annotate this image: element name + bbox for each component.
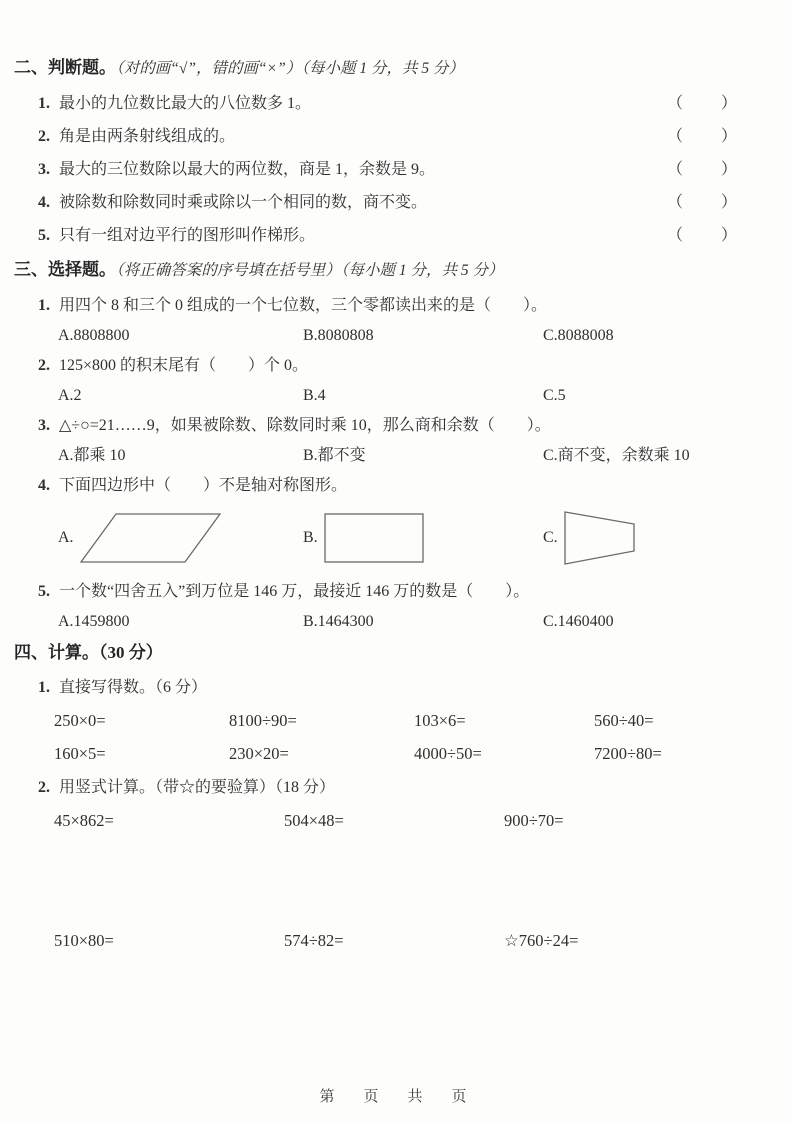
options-row (58, 385, 739, 407)
choice-question-1 (38, 295, 739, 347)
vertical-calc-row-1 (54, 810, 739, 832)
question-text: 被除数和除数同时乘或除以一个相同的数，商不变。 (59, 194, 428, 211)
choice-question-2 (38, 355, 739, 407)
question-number: 2. (38, 779, 50, 796)
question-number: 4. (38, 194, 50, 211)
expression: 574÷82= (284, 931, 344, 950)
option-c: C.1460400 (543, 613, 614, 630)
question-number: 1. (38, 95, 50, 112)
question-text: 一个数“四舍五入”到万位是 146 万，最接近 146 万的数是（ ）。 (59, 583, 530, 600)
question-number: 5. (38, 227, 50, 244)
rectangle-shape (324, 513, 424, 563)
expression: 560÷40= (594, 711, 654, 730)
question-number: 3. (38, 417, 50, 434)
option-a: A.2 (58, 387, 82, 404)
choice-question-4 (38, 475, 739, 569)
option-c: C.商不变，余数乘 10 (543, 447, 690, 464)
answer-bracket: （ ） (666, 95, 739, 112)
option-b: B.4 (303, 387, 326, 404)
sub-instruction: 直接写得数。（6 分） (59, 679, 208, 696)
judge-item-4 (38, 192, 739, 214)
judge-section-title: 二、判断题。 (14, 58, 116, 77)
expression: 230×20= (229, 744, 289, 763)
page-footer: 第 页 共 页 (319, 1088, 474, 1105)
question-number: 1. (38, 679, 50, 696)
expression: 103×6= (414, 711, 466, 730)
question-stem (38, 581, 739, 603)
options-row (58, 611, 739, 633)
option-c: C.8088008 (543, 327, 614, 344)
shape-label: C. (543, 529, 558, 546)
question-text: 角是由两条射线组成的。 (59, 128, 236, 145)
shape-option-b (303, 513, 543, 563)
shape-option-c (543, 510, 739, 566)
option-a: A.8808800 (58, 327, 130, 344)
option-b: B.8080808 (303, 327, 374, 344)
question-stem (38, 415, 739, 437)
judge-section-heading (14, 56, 739, 81)
option-c: C.5 (543, 387, 566, 404)
option-b: B.1464300 (303, 613, 374, 630)
expression: 7200÷80= (594, 744, 662, 763)
expression: 900÷70= (504, 811, 564, 830)
question-number: 2. (38, 128, 50, 145)
judge-item-3 (38, 159, 739, 181)
choice-question-3 (38, 415, 739, 467)
question-number: 3. (38, 161, 50, 178)
question-number: 4. (38, 477, 50, 494)
expression: 8100÷90= (229, 711, 297, 730)
choice-section-title: 三、选择题。 (14, 260, 116, 279)
shape-label: B. (303, 529, 318, 546)
section-choice (14, 258, 739, 633)
shape-options-row (58, 507, 739, 569)
judge-item-5 (38, 225, 739, 247)
trapezoid-shape (564, 510, 636, 566)
answer-bracket: （ ） (666, 227, 739, 244)
judge-section-instruction: （对的画“√”，错的画“×”）（每小题 1 分，共 5 分） (116, 60, 464, 77)
answer-bracket: （ ） (666, 194, 739, 211)
choice-question-5 (38, 581, 739, 633)
question-text: 125×800 的积末尾有（ ）个 0。 (59, 357, 309, 374)
question-number: 1. (38, 297, 50, 314)
section-calc (14, 641, 739, 952)
calc-direct-heading (38, 677, 739, 699)
question-stem (38, 295, 739, 317)
expression: 160×5= (54, 744, 106, 763)
judge-item-2 (38, 126, 739, 148)
question-text: 下面四边形中（ ）不是轴对称图形。 (59, 477, 348, 494)
expression: 504×48= (284, 811, 344, 830)
vertical-calc-row-2 (54, 930, 739, 952)
calc-section-title: 四、计算。（30 分） (14, 643, 163, 662)
shape-label: A. (58, 529, 74, 546)
question-stem (38, 355, 739, 377)
section-judge (14, 56, 739, 247)
question-text: △÷○=21……9，如果被除数、除数同时乘 10，那么商和余数（ ）。 (59, 417, 551, 434)
answer-bracket: （ ） (666, 161, 739, 178)
question-number: 2. (38, 357, 50, 374)
options-row (58, 325, 739, 347)
judge-item-1 (38, 93, 739, 115)
option-a: A.1459800 (58, 613, 130, 630)
expression: 250×0= (54, 711, 106, 730)
choice-section-instruction: （将正确答案的序号填在括号里）（每小题 1 分，共 5 分） (116, 262, 504, 279)
question-text: 最大的三位数除以最大的两位数，商是 1，余数是 9。 (59, 161, 436, 178)
direct-calc-row-2 (54, 743, 739, 765)
expression: 510×80= (54, 931, 114, 950)
expression: 45×862= (54, 811, 114, 830)
shape-option-a (58, 512, 303, 564)
expression-starred: ☆760÷24= (504, 931, 579, 950)
exam-content (14, 56, 739, 963)
option-b: B.都不变 (303, 447, 366, 464)
parallelogram-shape (80, 512, 222, 564)
choice-section-heading (14, 258, 739, 283)
answer-bracket: （ ） (666, 128, 739, 145)
question-text: 最小的九位数比最大的八位数多 1。 (59, 95, 312, 112)
calc-vertical-heading (38, 777, 739, 799)
question-text: 只有一组对边平行的图形叫作梯形。 (59, 227, 316, 244)
expression: 4000÷50= (414, 744, 482, 763)
options-row (58, 445, 739, 467)
calc-section-heading (14, 641, 739, 665)
question-number: 5. (38, 583, 50, 600)
direct-calc-row-1 (54, 710, 739, 732)
question-stem (38, 475, 739, 497)
option-a: A.都乘 10 (58, 447, 126, 464)
question-text: 用四个 8 和三个 0 组成的一个七位数，三个零都读出来的是（ ）。 (59, 297, 548, 314)
sub-instruction: 用竖式计算。（带☆的要验算）（18 分） (59, 779, 336, 796)
